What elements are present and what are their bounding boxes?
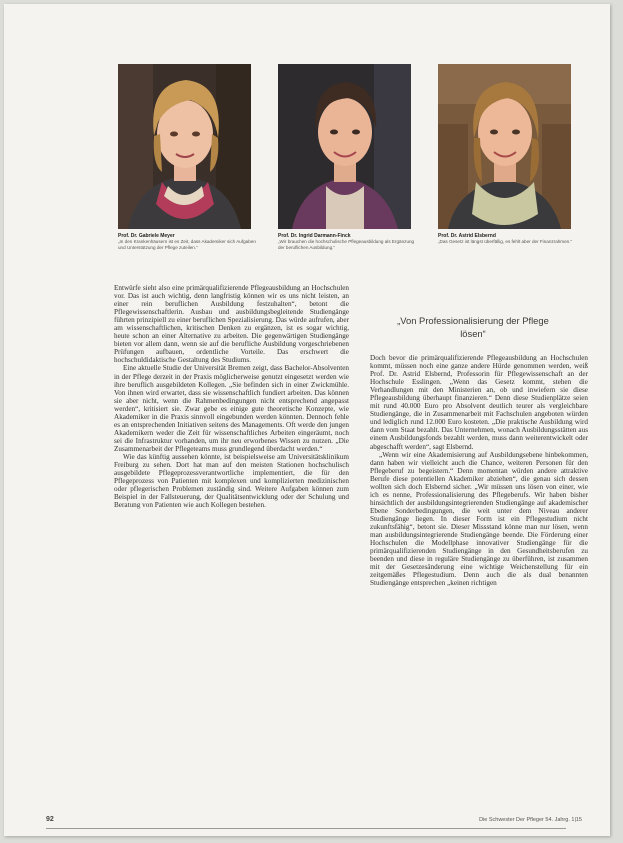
- body-column-left: [114, 284, 349, 804]
- pull-quote: „Von Professionalisierung der Pflege lösen“: [397, 315, 549, 339]
- caption-name-2: Prof. Dr. Ingrid Darmann-Finck: [278, 233, 351, 239]
- paragraph: „Wenn wir eine Akademisierung auf Ausbildungsebene hinbekommen, dann haben wir vielleicht auch die Chance, weiteren Personen für den Pflegeberuf zu begeistern.“ Denn momentan würden andere attraktive Berufe diese potentiellen Akademiker abziehen“, die genau sich dessen wollten sich doch Elsbernd sicher. „Wir müssen uns lösen von einer, wie ich es nenne, Professionalisierung des Pflegeberufs. Wir haben bisher hinsichtlich der ausbildungsintegrierenden Studiengänge auf akademischer Ebene Sonderbedingungen, die weit unter dem Niveau anderer Studiengänge liegen. In dieser Form ist ein Pflegestudium nicht zukunftsfähig“, betont sie. Dieser Missstand könne man nur lösen, wenn man ausbildungsintegrierende Studiengänge beende. Die Förderung einer Hochschulen die Modellphase innovativer Studiengänge für die primärqualifizierenden Studiengänge in den Gesundheitsberufen zu beenden und diese in reguläre Studiengänge zu überführen, ist zusammen mit der Gesetzesänderung eine wichtige Weichenstellung für ein zeitgemäßes Pflegestudium. Denn auch die als dual benannten Studiengänge entsprechen „keinen richtigen: [370, 450, 588, 588]
- page-number: 92: [46, 816, 54, 823]
- caption-quote-2: „Wir brauchen die hochschulische Pflegeausbildung als Ergänzung der beruflichen Ausbildung.“: [278, 239, 415, 250]
- magazine-page: [4, 4, 610, 836]
- caption-name-3: Prof. Dr. Astrid Elsbernd: [438, 233, 496, 239]
- caption-name-1: Prof. Dr. Gabriele Meyer: [118, 233, 175, 239]
- portrait-photo-2: [278, 64, 411, 229]
- body-column-right: [370, 354, 588, 804]
- paragraph: Wie das künftig aussehen könnte, ist beispielsweise am Universitätsklinikum Freiburg zu sehen. Dort hat man auf den meisten Stationen hochschulisch ausgebildete Pflegeprozessverantwortliche implementiert, die für den Pflegeprozess von Patienten mit komplexen und komplizierten medizinischen oder pflegerischen Problemen zuständig sind. Weitere Aufgaben können zum Beispiel in der Fallsteuerung, der Qualitätsentwicklung oder der Schulung und Beratung von Patienten wie auch Kollegen bestehen.: [114, 452, 349, 510]
- paragraph: Eine aktuelle Studie der Universität Bremen zeigt, dass Bachelor-Absolventen in der Pflege derzeit in der Praxis möglicherweise genutzt eingesetzt werden wie ihre beruflich ausgebildeten Kollegen. „Sie befinden sich in einer Zwickmühle. Von ihnen wird erwartet, dass sie wissenschaftlich fundiert arbeiten. Das können sie aber nicht, wenn die Rahmenbedingungen nicht entsprechend angepasst werden“, kritisiert sie. Zwar gebe es einige gute theoretische Konzepte, wie Akademiker in die Praxis sinnvoll eingebunden werden könnten. Dennoch fehle es an entsprechenden Initiativen seitens des Managements. Oft werde den jungen Akademikern weder die Zeit für wissenschaftliches Arbeiten eingeräumt, noch sei die Infrastruktur vorhanden, um ihr neu erworbenes Wissen zu nutzen. „Die Zusammenarbeit der Pflegeteams muss grundlegend überdacht werden.“: [114, 364, 349, 453]
- portrait-caption-3: [438, 233, 578, 245]
- portrait-photo-1: [118, 64, 251, 229]
- footer-source: Die Schwester Der Pfleger 54. Jahrg. 1|15: [479, 817, 582, 823]
- paragraph: Entwürfe sieht also eine primärqualifizierende Pflegeausbildung an Hochschulen vor. Das ist auch wichtig, denn langfristig können wir es uns nicht leisten, an einer rein beruflichen Ausbildung festzuhalten“, betont die Pflegewissenschaftlerin. Ausbau und ausbildungsbegleitende Studiengänge führten prinzipiell zu einer beruflichen Spezialisierung. Das würde aufrufen, aber am wissenschaftlichen, kritischen Denken zu ergänzen, ist es sogar wichtig, heute schon an einer Alternative zu arbeiten. Die gegenwärtigen Studiengänge bieten vor allem dann, wenn sie auf die berufliche Ausbildung vorgeschriebenen Prüfungen aufbauen, ordentliche Vorteile. Das erschwert die hochschuldidaktische Gestaltung des Studiums.: [114, 284, 349, 365]
- paragraph: Doch bevor die primärqualifizierende Pflegeausbildung an Hochschulen kommt, müssen noch eine ganze andere Hürde genommen werden, weiß Prof. Dr. Astrid Elsbernd, Professorin für Pflegewissenschaft an der Hochschule Esslingen. „Wenn das Gesetz kommt, stehen die Verhandlungen mit den Ministerien an, ob und inwiefern sie diese Pflegeausbildung überhaupt finanzieren.“ Denn diese Studienplätze seien mit rund 40.000 Euro pro Absolvent deutlich teurer als vergleichbare Studiengänge, die in Zusammenarbeit mit Fachschulen angeboten würden und lediglich rund 12.000 Euro kosteten. „Die praktische Ausbildung wird dann vom Staat bezahlt. Das Unternehmen, wonach Ausbildungsstätten aus einem Ausbildungsfonds bezahlt werden, muss dann weiterentwickelt oder abgeschafft werden“, sagt Elsbernd.: [370, 354, 588, 451]
- caption-quote-3: „Das Gesetz ist längst überfällig, es fehlt aber der Finanzrahmen.“: [438, 239, 573, 244]
- portrait-caption-1: [118, 233, 258, 251]
- portrait-photo-3: [438, 64, 571, 229]
- portrait-caption-2: [278, 233, 418, 251]
- footer-rule: [46, 828, 566, 829]
- caption-quote-1: „In den Krankenhäusern ist es Zeit, dass Akademiker sich Aufgaben und Unterstützung der Pflege zuteilen.“: [118, 239, 256, 250]
